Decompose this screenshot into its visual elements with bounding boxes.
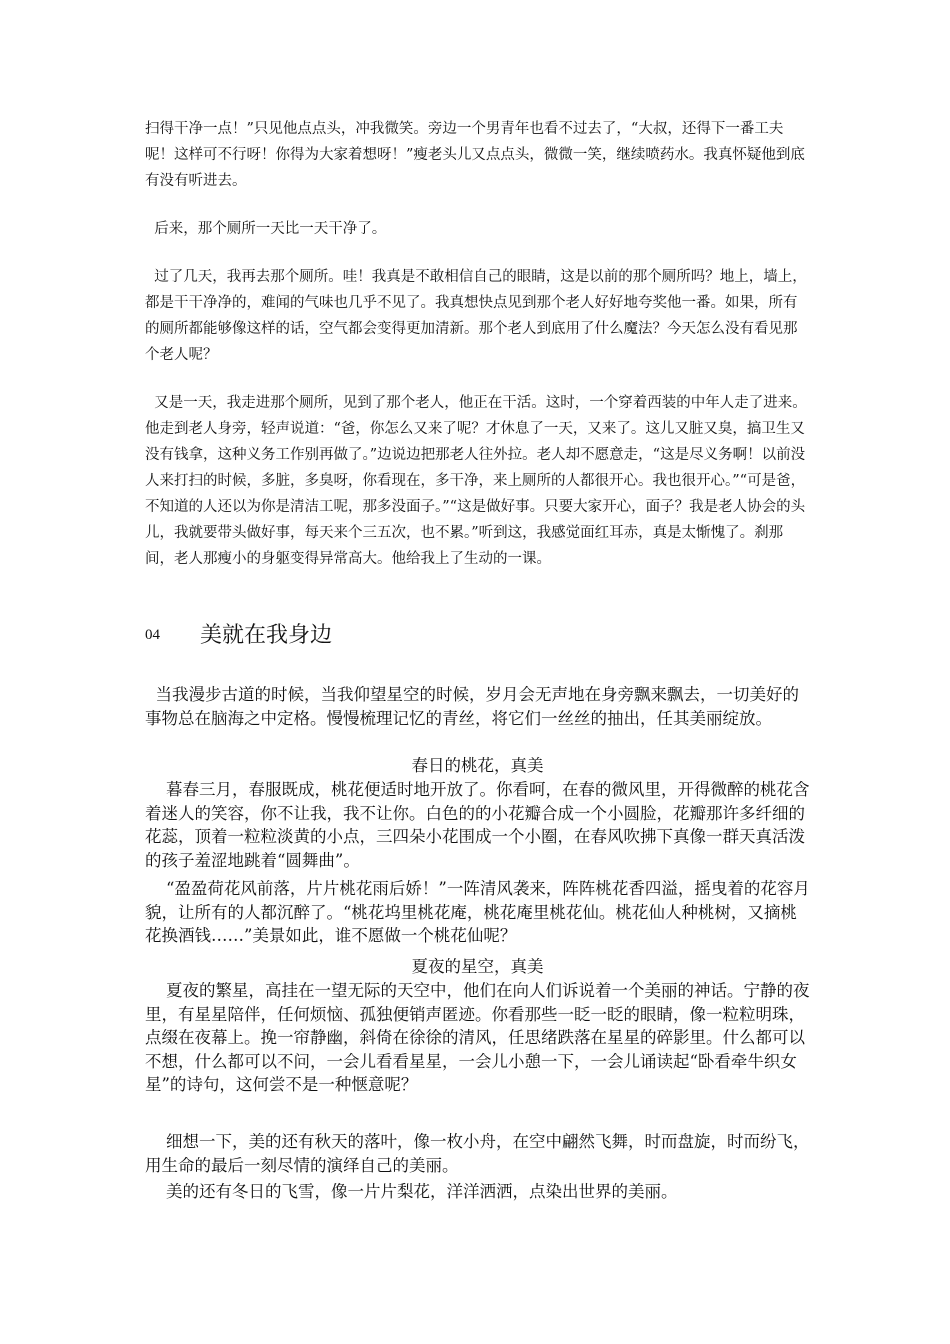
paragraph-intro: 当我漫步古道的时候，当我仰望星空的时候，岁月会无声地在身旁飘来飘去，一切美好的事物总在脑海之中定格。慢慢梳理记忆的青丝，将它们一丝丝的抽出，任其美丽绽放。 [145,685,799,728]
section-heading [145,618,810,650]
section-title: 美就在我身边 [200,623,333,648]
paragraph-cleaning-dialogue: 扫得干净一点！”只见他点点头，冲我微笑。旁边一个男青年也看不过去了，“大叔，还得下一番工夫呢！这样可不行呀！你得为大家着想呀！”瘦老头儿又点点头，微微一笑，继续喷药水。我真怀疑他到底有没有听进去。 [145,121,805,189]
paragraph-few-days-later: 过了几天，我再去那个厕所。哇！我真是不敢相信自己的眼睛，这是以前的那个厕所吗？地上，墙上，都是干干净净的，难闻的气味也几乎不见了。我真想快点见到那个老人好好地夸奖他一番。如果，所有的厕所都能够像这样的话，空气都会变得更加清新。那个老人到底用了什么魔法？今天怎么没有看见那个老人呢？ [145,269,807,363]
paragraph-autumn: 细想一下，美的还有秋天的落叶，像一枚小舟，在空中翩然飞舞，时而盘旋，时而纷飞，用生命的最后一刻尽情的演绎自己的美丽。 [145,1132,810,1175]
paragraph-toilet-cleaner: 后来，那个厕所一天比一天干净了。 [145,221,387,237]
section-number: 04 [145,627,160,643]
paragraph-another-day: 又是一天，我走进那个厕所，见到了那个老人，他正在干活。这时，一个穿着西装的中年人走了进来。他走到老人身旁，轻声说道：“爸，你怎么又来了呢？才休息了一天，又来了。这儿又脏又臭，搞卫生又没有钱拿，这种义务工作别再做了。”边说边把那老人往外拉。老人却不愿意走，“这是尽义务啊！以前没人来打扫的时候，多脏，多臭呀，你看现在，多干净，来上厕所的人都很开心。我也很开心。”“可是爸，不知道的人还以为你是清洁工呢，那多没面子。”“这是做好事。只要大家开心，面子？我是老人协会的头儿，我就要带头做好事，每天来个三五次，也不累。”听到这，我感觉面红耳赤，真是太惭愧了。刹那间，老人那瘦小的身躯变得异常高大。他给我上了生动的一课。 [145,395,807,567]
subtitle-summer: 夏夜的星空，真美 [411,957,544,976]
paragraph-spring-peach: 暮春三月，春服既成，桃花便适时地开放了。你看呵，在春的微风里，开得微醉的桃花含着迷人的笑容，你不让我，我不让你。白色的的小花瓣合成一个小圆脸，花瓣那许多纤细的花蕊，顶着一粒粒淡黄的小点，三四朵小花围成一个小圈，在春风吹拂下真像一群天真活泼的孩子羞涩地跳着“圆舞曲”。 [145,780,810,870]
paragraph-summer-stars: 夏夜的繁星，高挂在一望无际的天空中，他们在向人们诉说着一个美丽的神话。宁静的夜里，有星星陪伴，任何烦恼、孤独便销声匿迹。你看那些一眨一眨的眼睛，像一粒粒明珠，点缀在夜幕上。挽一帘静幽，斜倚在徐徐的清风，任思绪跌落在星星的碎影里。什么都可以不想，什么都可以不问，一会儿看看星星，一会儿小憩一下，一会儿诵读起“卧看牵牛织女星”的诗句，这何尝不是一种惬意呢？ [145,981,810,1094]
paragraph-winter: 美的还有冬日的飞雪，像一片片梨花，洋洋洒洒，点染出世界的美丽。 [145,1182,678,1201]
subtitle-spring: 春日的桃花，真美 [411,756,544,775]
paragraph-spring-poem: “盈盈荷花风前落，片片桃花雨后娇！”一阵清风袭来，阵阵桃花香四溢，摇曳着的花容月貌，让所有的人都沉醉了。“桃花坞里桃花庵，桃花庵里桃花仙。桃花仙人种桃树，又摘桃花换酒钱……”美景如此，谁不愿做一个桃花仙呢？ [145,879,810,945]
